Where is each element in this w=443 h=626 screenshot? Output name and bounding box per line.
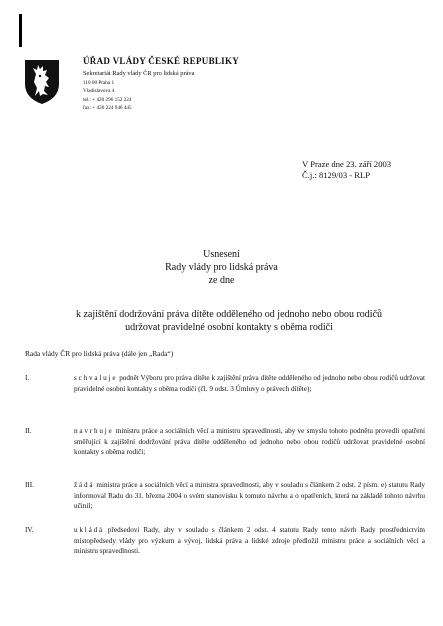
fax-line: fax: + 420 224 946 445 (83, 105, 132, 112)
document-subject (40, 308, 418, 334)
address-line: Vladislavova 4 (83, 88, 115, 95)
point-numeral: I. (25, 374, 30, 382)
point-numeral: IV. (25, 526, 34, 534)
letterhead (83, 56, 239, 113)
title-line: Usnesení (203, 249, 240, 260)
point-text: předsedovi Rady, aby v souladu s článkem 2 odst. 4 statutu Rady tento návrh Rady prostřednictvím místopředsedy vlády pro výzkum a vývoj, lidská práva a lidské zdroje předložil ministru práce a sociálních věcí a ministru spravedlnosti. (74, 526, 425, 556)
dateline (302, 159, 391, 181)
resolution-point (25, 480, 425, 512)
intro-paragraph: Rada vlády ČR pro lidská práva (dále jen „Rada“) (25, 349, 174, 358)
document-title (0, 248, 443, 287)
address-line: 110 00 Praha 1 (83, 80, 115, 86)
point-verb: navrhuje (74, 427, 114, 435)
place-date: V Praze dne 23. září 2003 (302, 159, 392, 169)
resolution-point (25, 525, 425, 557)
czech-lion-coat-of-arms-icon (23, 58, 61, 105)
secretariat-name: Sekretariát Rady vlády ČR pro lidská práva (83, 70, 195, 77)
title-line: Rady vlády pro lidská práva (165, 262, 278, 273)
point-text: ministru práce a sociálních věcí a ministru spravedlnosti, aby ve smyslu tohoto podnětu provedli opatření směřující k zajištění dodržování práva dítěte odděleného od jednoho nebo obou rodičů udržovat pravidelné osobní kontakty s oběma rodiči; (74, 427, 425, 457)
resolution-point (25, 426, 425, 458)
office-name: ÚŘAD VLÁDY ČESKÉ REPUBLIKY (83, 56, 240, 66)
subject-line: k zajištění dodržování práva dítěte odděleného od jednoho nebo obou rodičů (75, 309, 383, 320)
point-numeral: III. (25, 481, 34, 489)
phone-line: tel.: + 420 296 153 224 (83, 96, 132, 103)
point-text: podnět Výboru pro práva dítěte k zajištění práva dítěte odděleného od jednoho nebo obou rodičů udržovat pravidelné osobní kontakty s oběma rodiči (čl. 9 odst. 3 Úmluvy o právech dítěte); (74, 374, 425, 393)
point-text: ministra práce a sociálních věcí a ministra spravedlnosti, aby v souladu s článkem 2 odst. 2 písm. e) statutu Rady informoval Radu do 31. března 2004 o svém stanovisku k tomuto návrhu a o opatřeních, která na základě tohoto návrhu učinil; (74, 481, 425, 511)
point-verb: žádá (74, 481, 95, 489)
point-numeral: II. (25, 427, 32, 435)
title-line: ze dne (208, 275, 235, 286)
resolution-point (25, 373, 425, 394)
subject-line: udržovat pravidelné osobní kontakty s oběma rodiči (125, 322, 333, 333)
point-verb: schvaluje (74, 374, 118, 382)
reference-number: Č.j.: 8129/03 - RLP (302, 170, 371, 180)
point-verb: ukládá (74, 526, 104, 534)
scan-margin-mark (19, 14, 22, 47)
